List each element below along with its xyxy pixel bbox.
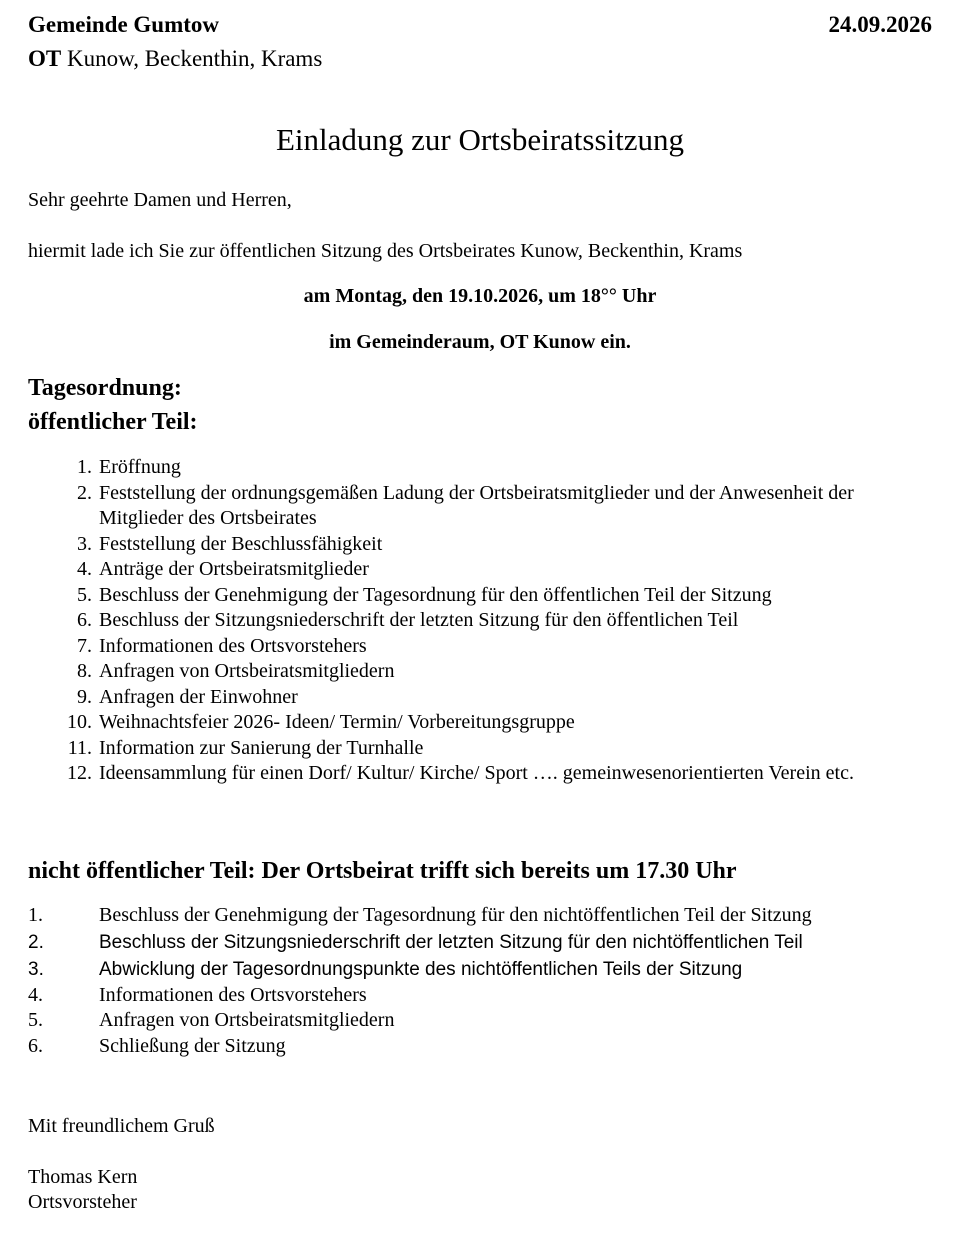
list-item: 9. Anfragen der Einwohner: [77, 685, 298, 708]
list-item: 5. Anfragen von Ortsbeiratsmitgliedern: [28, 1009, 395, 1031]
nonpublic-agenda-list: [28, 903, 928, 1059]
letter-date: 24.09.2026: [828, 12, 932, 37]
municipality-name: Gemeinde Gumtow: [28, 12, 220, 37]
nonpublic-part-heading: nicht öffentlicher Teil: Der Ortsbeirat trifft sich bereits um 17.30 Uhr: [28, 858, 737, 884]
ot-label: OT: [28, 46, 62, 71]
agenda-heading: Tagesordnung:: [28, 375, 182, 401]
list-item: 4. Anträge der Ortsbeiratsmitglieder: [77, 558, 369, 580]
public-agenda-list: [28, 455, 928, 787]
list-item: 11. Information zur Sanierung der Turnhalle: [67, 736, 424, 759]
list-item: 3. Feststellung der Beschlussfähigkeit: [77, 532, 383, 555]
public-part-heading: öffentlicher Teil:: [28, 409, 198, 435]
list-item: 8. Anfragen von Ortsbeiratsmitgliedern: [77, 660, 395, 682]
intro-text: hiermit lade ich Sie zur öffentlichen Sitzung des Ortsbeirates Kunow, Beckenthin, Krams: [28, 240, 743, 262]
list-item: 5. Beschluss der Genehmigung der Tagesordnung für den öffentlichen Teil der Sitzung: [77, 583, 772, 606]
list-item: 10. Weihnachtsfeier 2026- Ideen/ Termin/ Vorbereitungsgruppe: [67, 711, 575, 733]
list-item: 1. Beschluss der Genehmigung der Tagesordnung für den nichtöffentlichen Teil der Sitzung: [28, 904, 812, 926]
list-item: 1. Eröffnung: [77, 456, 181, 478]
list-item: 3. Abwicklung der Tagesordnungspunkte des nichtöffentlichen Teils der Sitzung: [28, 958, 743, 980]
list-item: 2. Feststellung der ordnungsgemäßen Ladung der Ortsbeiratsmitglieder und der Anwesenheit der Mitglieder des Ortsbeirates: [77, 481, 854, 529]
list-item: 12. Ideensammlung für einen Dorf/ Kultur/ Kirche/ Sport …. gemeinwesenorientierten Verein etc.: [67, 762, 854, 784]
meeting-date: am Montag, den 19.10.2026, um 18°° Uhr: [303, 285, 657, 307]
signer-name: Thomas Kern: [28, 1166, 138, 1188]
list-item: 6. Schließung der Sitzung: [28, 1034, 286, 1057]
closing-greeting: Mit freundlichem Gruß: [28, 1115, 215, 1137]
list-item: 6. Beschluss der Sitzungsniederschrift der letzten Sitzung für den öffentlichen Teil: [77, 609, 739, 631]
salutation: Sehr geehrte Damen und Herren,: [28, 189, 292, 211]
signer-role: Ortsvorsteher: [28, 1191, 137, 1213]
list-item: 2. Beschluss der Sitzungsniederschrift der letzten Sitzung für den nichtöffentlichen Teil: [28, 931, 803, 953]
meeting-place: im Gemeinderaum, OT Kunow ein.: [329, 331, 631, 353]
district-line: [28, 44, 322, 74]
list-item: 7. Informationen des Ortsvorstehers: [77, 634, 367, 657]
document-title: Einladung zur Ortsbeiratssitzung: [275, 122, 685, 157]
district-places: Kunow, Beckenthin, Krams: [61, 46, 323, 71]
list-item: 4. Informationen des Ortsvorstehers: [28, 983, 367, 1006]
